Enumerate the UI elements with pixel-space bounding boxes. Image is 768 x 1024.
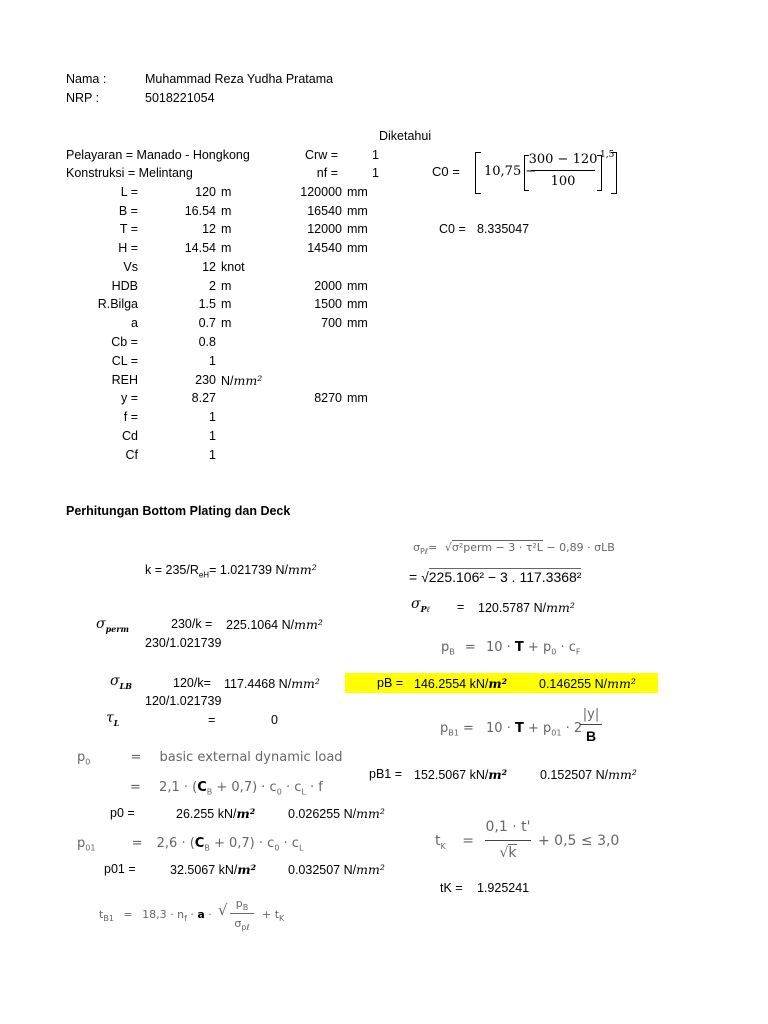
pb1-formula-denominator: B [585,728,597,744]
c0-formula-exponent: 1,5 [600,150,615,160]
pb-formula: $p_B = 10 \cdot T + p_0 \cdot c_F$ [441,640,581,657]
param-value-mm: 120000 [300,185,342,199]
k-calculation: $k = 235/R_{eH}= 1.021739$ N/mm² [145,562,317,580]
param-unit: m [221,297,232,311]
param-unit: m [221,241,232,255]
pb-result-value2: 0.146255 N/mm² [539,676,636,691]
fraction-bar [230,913,254,914]
param-value: 1 [209,448,216,462]
param-label: Cf [125,448,138,462]
param-unit-mm: mm [347,241,368,255]
param-label: H = [118,241,138,255]
sigma-pl-symbol: $\sigma_{P\ell}$ [411,596,430,614]
tk-formula-denominator: √k [499,845,517,861]
p01-result-value2: 0.032507 N/mm² [288,862,385,877]
tk-result-value: 1.925241 [477,881,530,895]
param-unit: m [221,316,232,330]
param-value-mm: 1500 [314,297,342,311]
tb1-formula-numerator: $p_B$ [235,897,249,913]
param-label: y = [120,391,138,405]
p0-result-value2: 0.026255 N/mm² [288,806,385,821]
param-label: CL = [111,354,138,368]
param-label: L = [120,185,138,199]
param-label: REH [111,373,138,387]
fraction-bar [485,840,531,841]
param-unit-mm: mm [347,185,368,199]
sigma-lb-symbol: $\sigma_{LB}$ [110,673,132,691]
sigma-lb-expr: 120/k= [173,676,211,690]
tk-formula-numerator: 0,1 · t' [485,819,531,835]
param-value: 1 [209,354,216,368]
konstruksi: Konstruksi = Melintang [66,166,193,180]
crw-value: 1 [372,148,379,162]
c0-formula-numerator: 300 − 120 [528,152,598,167]
nama-label: Nama : [66,72,107,86]
param-unit-mm: mm [347,297,368,311]
bracket-right [611,152,617,194]
pb-result-label: pB = [377,676,404,690]
param-unit: m [221,279,232,293]
sigma-pl-formula: $\sigma_{P\ell}=$ √σ²perm − 3 · τ²L − 0,89 · σLB [413,541,615,557]
param-value-mm: 16540 [307,204,342,218]
diketahui-heading: Diketahui [379,129,432,143]
c0-result-value: 8.335047 [477,222,530,236]
param-label: Cb = [111,335,138,349]
section-title: Perhitungan Bottom Plating dan Deck [66,504,291,518]
pb-result-value: 146.2554 kN/m² [414,676,508,691]
param-value: 120 [195,185,216,199]
tau-l-value: 0 [271,713,278,727]
nrp-label: NRP : [66,91,100,105]
param-unit: m [221,204,232,218]
pb1-formula: $p_{B1} = 10 \cdot T + p_{01} \cdot 2$ [440,721,583,738]
c0-formula-term: 10,75 − [484,164,537,179]
nf-label: nf = [316,166,338,180]
tb1-formula-denominator: $\sigma_{p\ell}$ [234,917,250,933]
param-value: 8.27 [191,391,216,405]
param-value: 0.7 [198,316,216,330]
p01-result-label: p01 = [104,862,136,876]
param-label: HDB [111,279,138,293]
pb1-result-value: 152.5067 kN/m² [414,767,508,782]
p0-formula: = $2,1 \cdot (C_B + 0,7) \cdot c_0 \cdot c_L \cdot f$ [130,780,323,797]
param-value: 1 [209,429,216,443]
sigma-pl-value: 120.5787 N/mm² [478,600,575,615]
tb1-formula: $t_{B1} = 18,3 \cdot n_f \cdot a$ · [99,908,212,924]
param-label: a [131,316,138,330]
tb1-formula-rest: + $t_K$ [262,908,285,924]
pb1-result-label: pB1 = [369,767,403,781]
p0-result-label: p0 = [110,806,135,820]
param-label: R.Bilga [97,297,138,311]
param-value: 0.8 [198,335,216,349]
param-value: 14.54 [184,241,216,255]
c0-formula-denominator: 100 [550,174,576,189]
param-value: 12 [202,222,216,236]
param-value: 1.5 [198,297,216,311]
c0-formula-lhs: C0 = [432,164,460,179]
sigma-pl-eq: = [457,600,465,614]
param-value: 1 [209,410,216,424]
param-unit-mm: mm [347,204,368,218]
pb1-result-value2: 0.152507 N/mm² [540,767,637,782]
param-unit: m [221,185,232,199]
sigma-perm-line2: 230/1.021739 [145,636,222,650]
nama-value: Muhammad Reza Yudha Pratama [145,72,334,86]
param-unit-mm: mm [347,316,368,330]
nrp-value: 5018221054 [145,91,215,105]
param-unit: N/mm² [221,373,263,388]
p01-formula: $p_{01} = 2,6 \cdot (C_B + 0,7) \cdot c_0 \cdot c_L$ [77,836,304,853]
param-value-mm: 2000 [314,279,342,293]
param-label: Cd [122,429,138,443]
p0-result-value: 26.255 kN/m² [176,806,256,821]
bracket-left [475,152,481,194]
param-label: B = [118,204,138,218]
param-label: Vs [123,260,138,274]
tk-formula-lhs: $t_K$ = [435,833,474,851]
param-value: 12 [202,260,216,274]
sigma-perm-expr: 230/k = [171,617,213,631]
param-label: T = [119,222,138,236]
sigma-lb-line2: 120/1.021739 [145,694,222,708]
c0-result-label: C0 = [439,222,466,236]
tk-formula-rest: + 0,5 ≤ 3,0 [538,833,620,849]
sigma-perm-value: 225.1064 N/mm² [226,617,323,632]
nf-value: 1 [372,166,379,180]
sqrt-icon: √ [218,901,228,919]
param-value-mm: 12000 [307,222,342,236]
param-unit-mm: mm [347,279,368,293]
param-label: f = [123,410,138,424]
sigma-lb-value: 117.4468 N/mm² [224,676,320,691]
param-value: 230 [195,373,216,387]
fraction-bar [580,724,602,725]
p01-result-value: 32.5067 kN/m² [170,862,257,877]
tk-result-label: tK = [440,881,463,895]
fraction-bar [531,170,595,171]
tau-l-symbol: $\tau_L$ [106,710,120,728]
crw-label: Crw = [305,148,338,162]
param-value: 16.54 [184,204,216,218]
pb1-formula-numerator: |y| [582,707,600,722]
param-value: 2 [209,279,216,293]
param-unit-mm: mm [347,391,368,405]
param-unit-mm: mm [347,222,368,236]
pelayaran: Pelayaran = Manado - Hongkong [66,148,250,162]
param-value-mm: 8270 [314,391,342,405]
tau-l-eq: = [208,713,216,727]
param-unit: knot [221,260,245,274]
param-value-mm: 14540 [307,241,342,255]
inner-bracket-right [597,155,602,191]
param-value-mm: 700 [321,316,342,330]
sigma-pl-substitution: = √225.106² − 3 . 117.3368² [409,569,582,585]
param-unit: m [221,222,232,236]
p0-definition: $p_0$ = basic external dynamic load [77,750,343,767]
sigma-perm-symbol: $\sigma_{perm}$ [96,616,129,634]
